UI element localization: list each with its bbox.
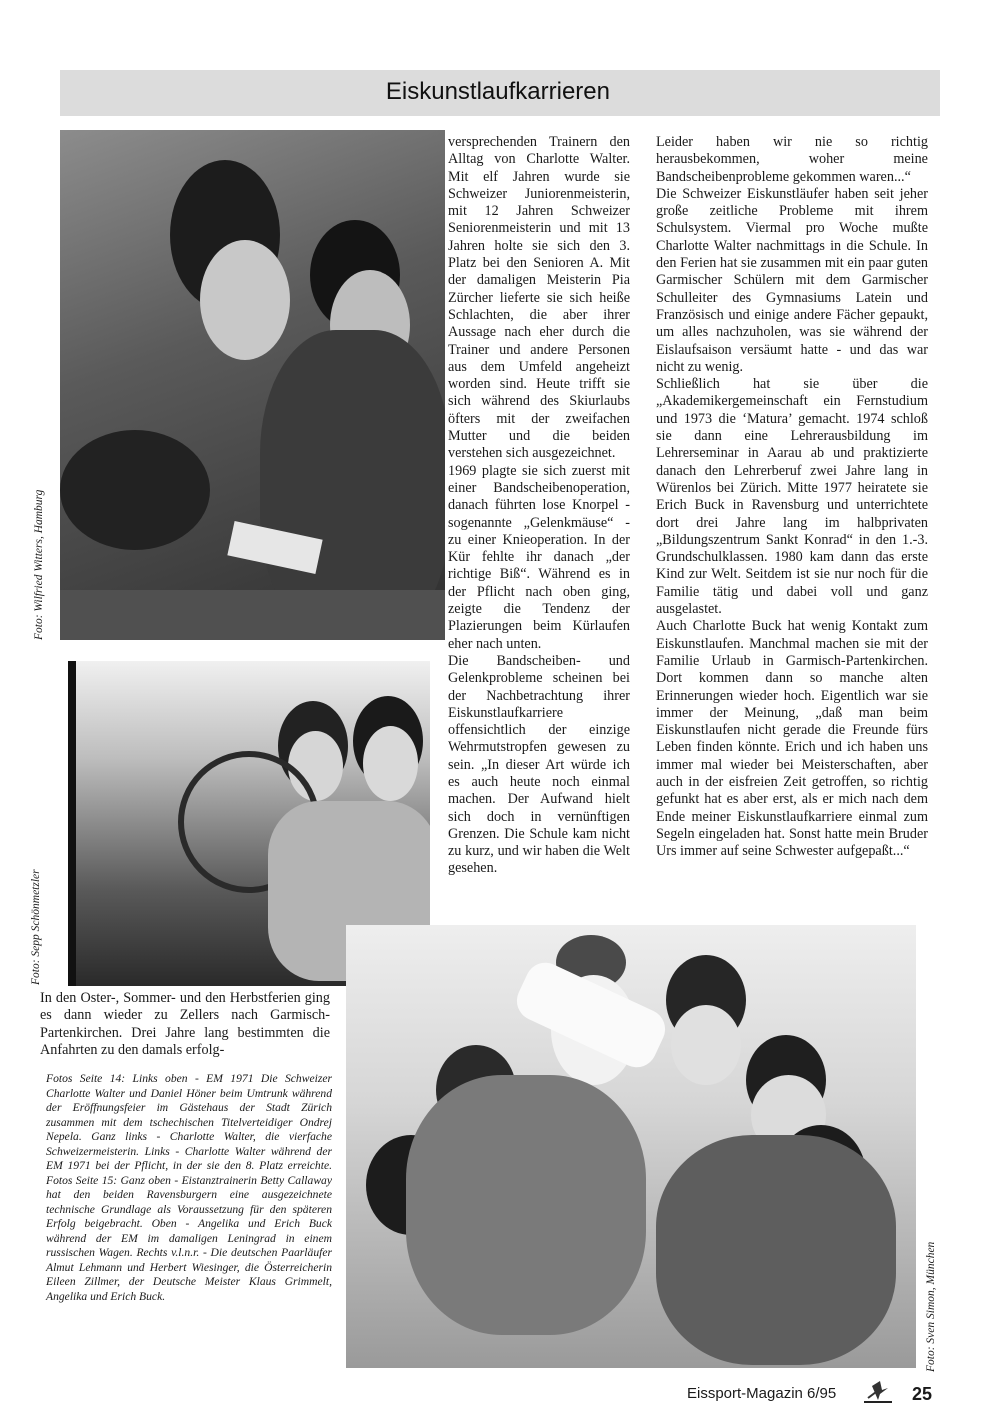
photo-credit-2: Foto: Sepp Schönmetzler [30,869,42,985]
photo-credit-1: Foto: Wilfried Witters, Hamburg [33,489,45,640]
paragraph: Leider haben wir nie so richtig herausbekommen, woher meine Bandscheibenprobleme gekommen waren...“ [656,134,928,185]
paragraph: Schließlich hat sie über die „Akademikergemeinschaft ein Fernstudium und 1973 die ‘Matura’ gemacht. 1974 schloß sie dann eine Lehrerausbildung im Lehrerseminar in Aarau ab und praktizierte danach den Lehrerberuf zwei Jahre lang in Würenlos bei Zürich. Mitte 1977 heiratete sie Erich Buck in Ravensburg und unterrichtete dort drei Jahre lang im halbprivaten „Bildungszentrum Sankt Konrad“ in den 1.-3. Grundschulklassen. 1980 kam dann das erste Kind zur Welt. Seitdem ist sie nur noch für die Familie tätig und dabei voll und ganz ausgelastet. [656,376,928,618]
article-column-right [656,134,928,860]
paragraph: Die Schweizer Eiskunstläufer haben seit jeher große zeitliche Probleme mit ihrem Schulsystem. Viermal pro Woche mußte Charlotte Walter nachmittags in die Schule. In den Ferien hat sie zusammen mit ein paar guten Garmischer Schülern mit dem Garmischer Schulleiter des Gymnasiums Latein und Französisch und einige andere Fächer gepaukt, um alles nachzuholen, was sie während der Eislaufsaison versäumt hatte - und das war nicht zu wenig. [656,185,928,375]
article-column-left [40,990,330,1059]
paragraph: Auch Charlotte Buck hat wenig Kontakt zum Eiskunstlaufen. Manchmal machen sie mit der Familie Urlaub in Garmisch-Partenkirchen. Dort kommen dann so manche alten Erinnerungen wieder hoch. Eigentlich war sie immer der Meinung, „daß man beim Eiskunstlaufen nicht gerade die Freunde fürs Leben finden könnte. Erich und ich haben uns immer mal wieder bei Meisterschaften, aber auch in der eisfreien Zeit getroffen, so richtig gefunkt hat es aber erst, als er mich nach dem Ende meiner Eiskunstlaufkarriere einmal zum Segeln eingeladen hat. Sonst hatte mein Bruder Urs immer auf seine Schwester aufgepaßt...“ [656,618,928,860]
photo-credit-3: Foto: Sven Simon, München [925,1241,937,1372]
skater-logo-icon [860,1378,896,1406]
paragraph: versprechenden Trainern den Alltag von Charlotte Walter. Mit elf Jahren wurde sie Schweizer Juniorenmeisterin, mit 12 Jahren Schweizer Seniorenmeisterin und mit 13 Jahren holte sie sich den 3. Platz bei den Senioren A. Mit der damaligen Meisterin Pia Zürcher lieferte sie sich heiße Schlachten, die aber ihrer Aussage nach eher durch die Trainer und andere Personen aus dem Umfeld angeheizt worden sind. Heute trifft sie sich während des Skiurlaubs öfters mit der zweifachen Mutter und die beiden verstehen sich ausgezeichnet. [448,134,630,462]
page-title: Eiskunstlaufkarrieren [385,78,610,105]
photo-captions: Fotos Seite 14: Links oben - EM 1971 Die Schweizer Charlotte Walter und Daniel Höner beim Umtrunk während der Eröffnungsfeier im Gästehaus der Stadt Zürich zusammen mit dem tschechischen Titelverteidiger Ondrej Nepela. Ganz links - Charlotte Walter, die vierfache Schweizermeisterin. Links - Charlotte Walter während der EM 1971 bei der Pflicht, in der sie den 8. Platz erreichte. Fotos Seite 15: Ganz oben - Eistanztrainerin Betty Callaway hat den beiden Ravensburgern eine ausgezeichnete technische Grundlage als Voraussetzung für den späteren Erfolg beigebracht. Oben - Angelika und Erich Buck während der EM im damaligen Leningrad in einem russischen Wagen. Rechts v.l.n.r. - Die deutschen Paarläufer Almut Lehmann und Herbert Wiesinger, die Österreicherin Eileen Zillmer, der Deutsche Meister Klaus Grimmelt, Angelika und Erich Buck. [46,1072,332,1303]
paragraph: 1969 plagte sie sich zuerst mit einer Bandscheibenoperation, danach führten lose Knorpel - sogenannte „Gelenkmäuse“ - zu einer Knieoperation. In der Kür fehlte ihr danach „der richtige Biß“. Während es in der Pflicht nach oben ging, zeigte die Tendenz der Plazierungen beim Kürlaufen eher nach unten. [448,462,630,652]
header-bar [60,70,940,116]
photo-trainer-group [60,130,445,640]
paragraph: Die Bandscheiben- und Gelenkprobleme scheinen bei der Nachbetrachtung ihrer Eiskunstlaufkarriere offensichtlich der einzige Wehrmutstropfen gewesen zu sein. „In dieser Art würde ich es auch heute noch einmal machen. Der Aufwand hielt sich doch in vernünftigen Grenzen. Die Schule kam nicht zu kurz, und wir haben die Welt gesehen. [448,652,630,877]
article-column-middle [448,134,630,878]
photo-skaters-group [346,925,916,1368]
paragraph: In den Oster-, Sommer- und den Herbstferien ging es dann wieder zu Zellers nach Garmisch-Partenkirchen. Drei Jahre lang bestimmten die Anfahrten zu den damals erfolg- [40,990,330,1058]
footer-magazine: Eissport-Magazin 6/95 [687,1385,837,1402]
page-number: 25 [912,1384,933,1404]
